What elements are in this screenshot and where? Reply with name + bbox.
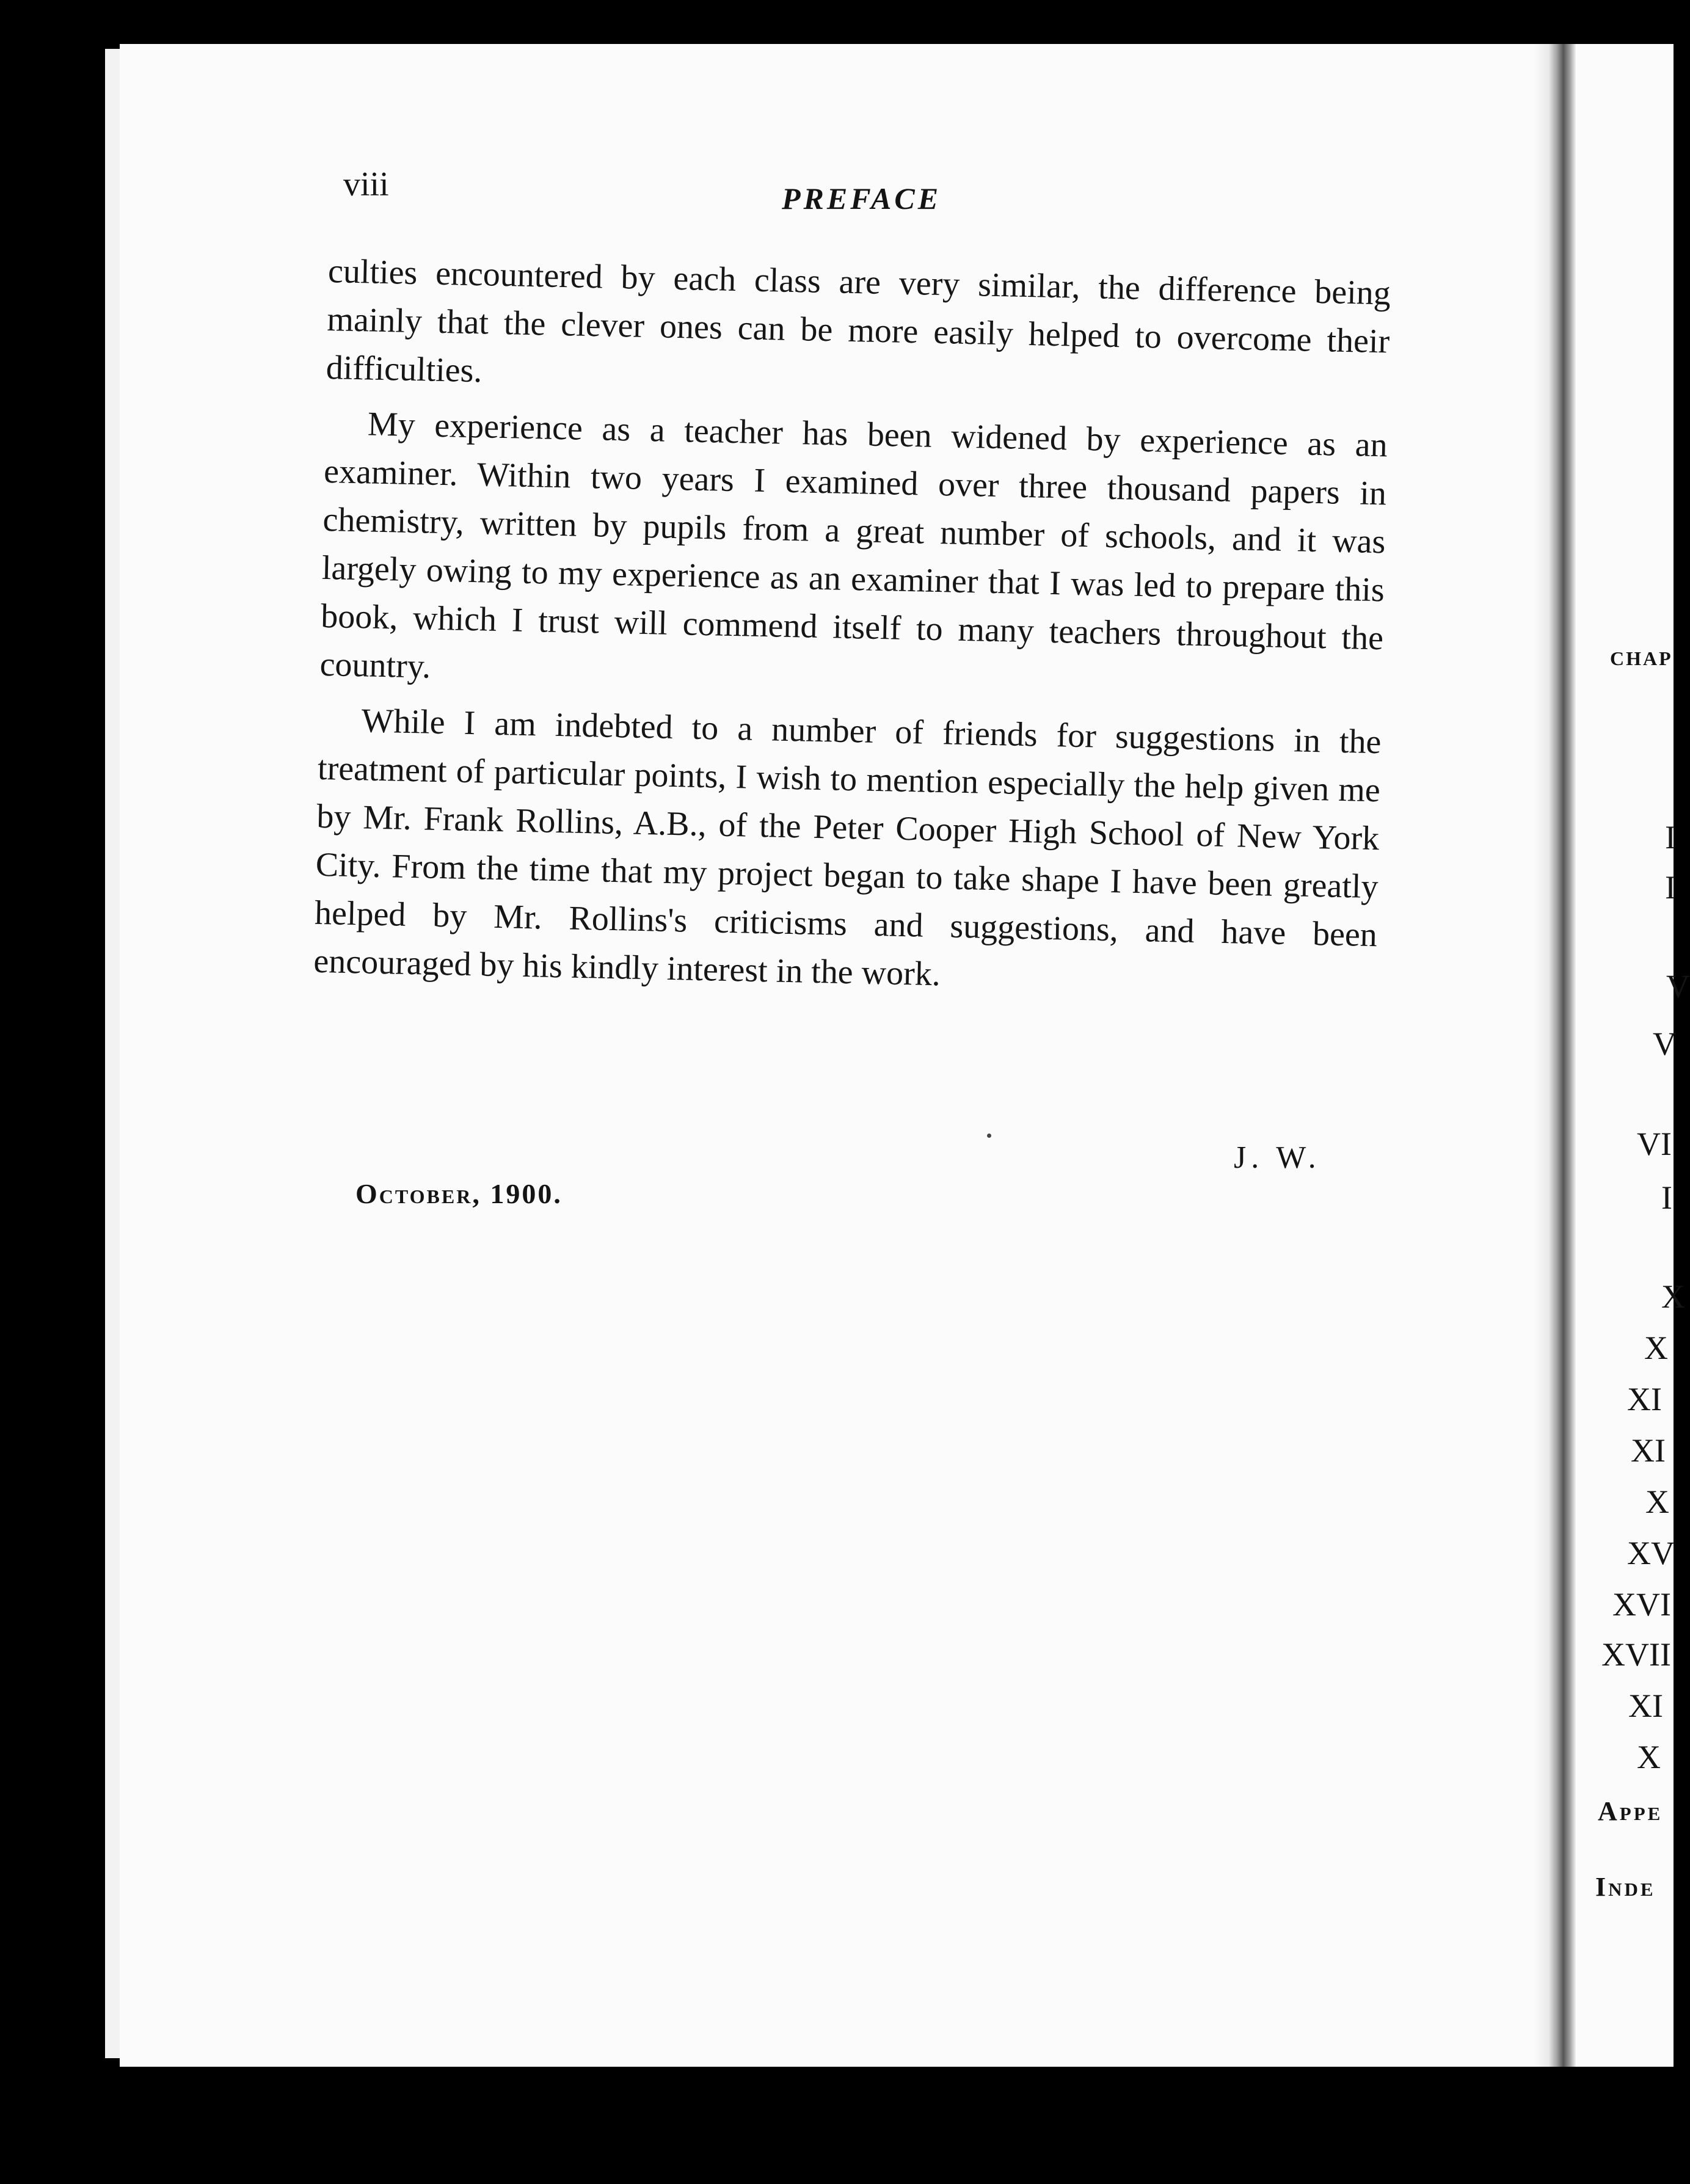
paragraph: My experience as a teacher has been widened by experience as an examiner. Within two years I examined over three thousand papers in chemistry, written by pupils from a great number of schools, and it was largely owing to my experience as an examiner that I was led to prepare this book, which I trust will commend itself to many teachers throughout the country.: [319, 405, 1388, 686]
toc-chapter-numeral: X: [1645, 1483, 1669, 1520]
toc-chapter-numeral: XV: [1627, 1535, 1675, 1571]
toc-chapter-numeral: X: [1644, 1330, 1668, 1366]
toc-chapter-numeral: XVI: [1612, 1586, 1671, 1623]
paragraph: While I am indebted to a number of friends for suggestions in the treatment of particular points, I wish to mention especially the help given me by Mr. Frank Rollins, A.B., of the Peter Cooper High School of New York City. From the time that my project began to take shape I have been greatly helped by Mr. Rollins's criticisms and suggestions, and have been encouraged by his kindly interest in the work.: [313, 702, 1382, 994]
toc-chapter-numeral: I: [1661, 1179, 1672, 1216]
paragraph: culties encountered by each class are very similar, the difference being mainly that the clever ones can be more easily helped to overcome their difficulties.: [326, 252, 1391, 390]
facing-page: [1576, 44, 1690, 2067]
toc-chapter-numeral: XI: [1628, 1687, 1663, 1724]
author-initials: J. W.: [1234, 1140, 1321, 1175]
toc-chapter-numeral: XI: [1627, 1381, 1662, 1418]
toc-chapter-numeral: XVII: [1601, 1636, 1671, 1673]
toc-chapter-numeral: I: [1665, 869, 1676, 906]
book-gutter: [1534, 44, 1576, 2067]
preface-body: [313, 247, 1391, 1015]
ink-speck: [987, 1134, 991, 1138]
toc-chapter-numeral: I: [1665, 819, 1676, 856]
toc-chapter-numeral: V: [1666, 968, 1690, 1005]
preface-date: October, 1900.: [355, 1178, 563, 1209]
toc-chapter-numeral: VI: [1637, 1126, 1672, 1162]
toc-chapter-numeral: V: [1653, 1025, 1677, 1062]
page-number: viii: [343, 166, 389, 203]
toc-chapter-numeral: XI: [1631, 1432, 1666, 1469]
toc-heading: CHAP: [1610, 647, 1673, 669]
toc-chapter-numeral: X: [1637, 1739, 1661, 1775]
toc-chapter-numeral: X: [1661, 1278, 1685, 1315]
toc-appendix: Appe: [1598, 1796, 1663, 1826]
toc-index: Inde: [1595, 1872, 1656, 1902]
running-head: PREFACE: [782, 181, 942, 216]
